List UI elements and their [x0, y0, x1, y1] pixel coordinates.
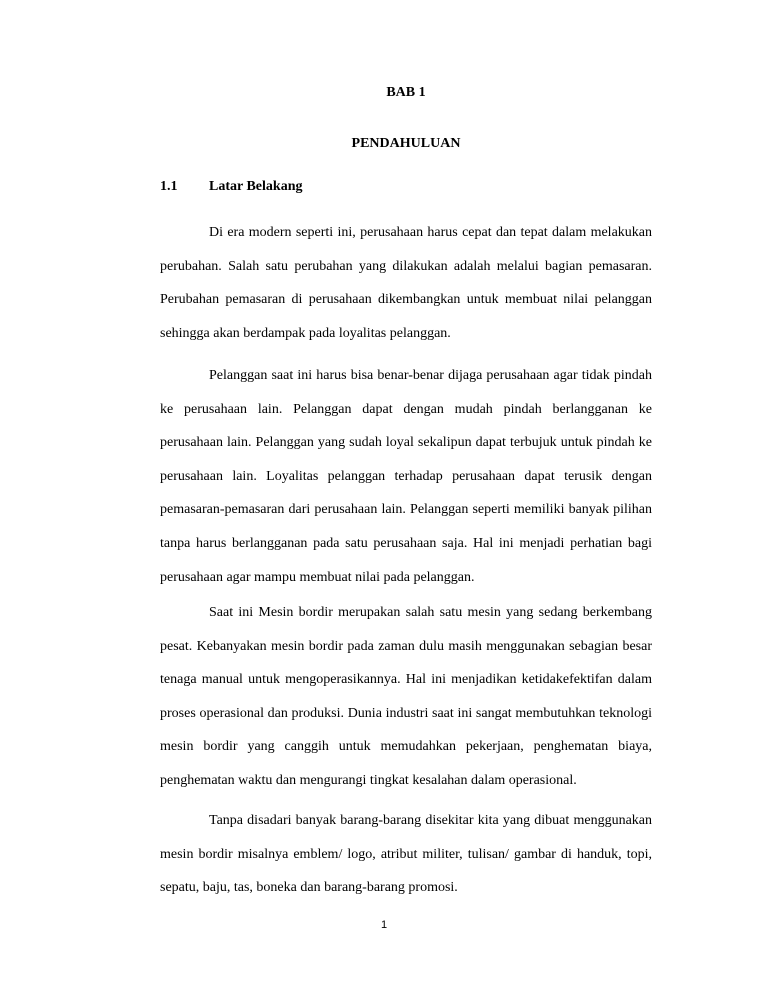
- paragraph-3: Saat ini Mesin bordir merupakan salah satu mesin yang sedang berkembang pesat. Kebanyakan mesin bordir pada zaman dulu masih menggunakan sebagian besar tenaga manual untuk mengoperasikannya. Hal ini menjadikan ketidakefektifan dalam proses operasional dan produksi. Dunia industri saat ini sangat membutuhkan teknologi mesin bordir yang canggih untuk memudahkan pekerjaan, penghematan biaya, penghematan waktu dan mengurangi tingkat kesalahan dalam operasional.: [160, 605, 652, 788]
- chapter-number: BAB 1: [386, 85, 426, 100]
- page-number: 1: [380, 919, 388, 931]
- section-heading: [160, 178, 302, 196]
- section-title: Latar Belakang: [209, 179, 303, 194]
- paragraph-4: Tanpa disadari banyak barang-barang disekitar kita yang dibuat menggunakan mesin bordir misalnya emblem/ logo, atribut militer, tulisan/ gambar di handuk, topi, sepatu, baju, tas, boneka dan barang-barang promosi.: [160, 813, 652, 896]
- chapter-title: PENDAHULUAN: [351, 136, 461, 151]
- section-number: 1.1: [160, 179, 178, 194]
- paragraph-2: Pelanggan saat ini harus bisa benar-benar dijaga perusahaan agar tidak pindah ke perusahaan lain. Pelanggan dapat dengan mudah pindah berlangganan ke perusahaan lain. Pelanggan yang sudah loyal sekalipun dapat terbujuk untuk pindah ke perusahaan lain. Loyalitas pelanggan terhadap perusahaan dapat terusik dengan pemasaran-pemasaran dari perusahaan lain. Pelanggan seperti memiliki banyak pilihan tanpa harus berlangganan pada satu perusahaan saja. Hal ini menjadi perhatian bagi perusahaan agar mampu membuat nilai pada pelanggan.: [160, 368, 652, 585]
- paragraph-1: Di era modern seperti ini, perusahaan harus cepat dan tepat dalam melakukan perubahan. Salah satu perubahan yang dilakukan adalah melalui bagian pemasaran. Perubahan pemasaran di perusahaan dikembangkan untuk membuat nilai pelanggan sehingga akan berdampak pada loyalitas pelanggan.: [160, 225, 652, 341]
